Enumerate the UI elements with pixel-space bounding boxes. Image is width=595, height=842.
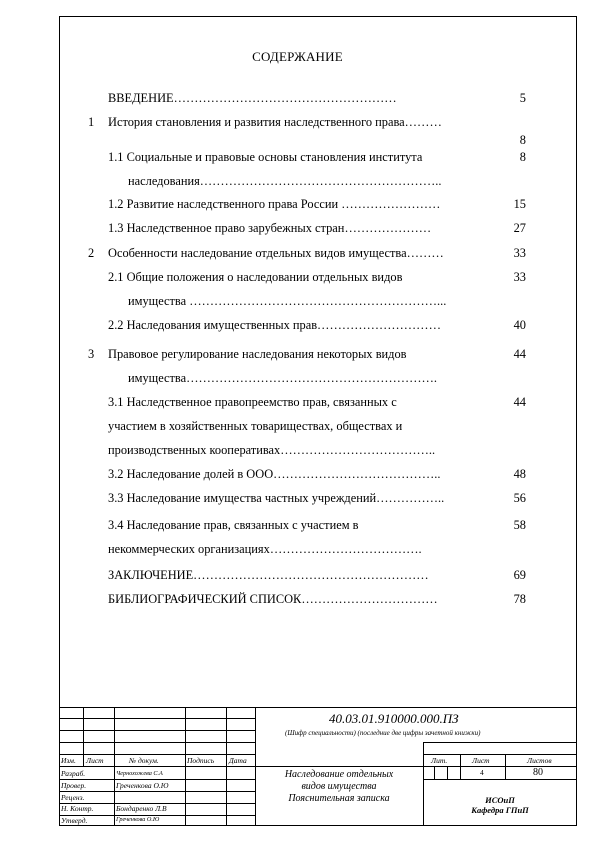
role-utverd: Утверд. (61, 816, 88, 825)
col-header-izm: Изм. (61, 756, 76, 765)
toc-entry-text-cont: производственных кооперативах……………………………….. (108, 443, 436, 457)
toc-entry-text-cont: имущества……………………………………………………. (128, 371, 438, 385)
col-header-sign: Подпись (187, 756, 215, 765)
toc-entry-page: 44 (513, 395, 526, 409)
toc-entry-text: ВВЕДЕНИЕ……………………………………………… (108, 91, 397, 105)
toc-entry-text: История становления и развития наследственного права……… (108, 115, 442, 129)
toc-entry-page: 48 (513, 467, 526, 481)
col-header-doc-num: № докум. (129, 756, 159, 765)
role-recenz: Реценз. (61, 793, 85, 802)
title-block (59, 707, 577, 826)
lit-label: Лит. (431, 756, 448, 765)
toc-entry-text: 2.1 Общие положения о наследовании отдельных видов (108, 270, 403, 284)
toc-entry-number: 3 (88, 347, 95, 361)
col-header-date: Дата (229, 756, 247, 765)
toc-entry-page: 8 (519, 133, 526, 147)
toc-entry-text: 3.4 Наследование прав, связанных с участием в (108, 518, 359, 532)
sheets-value: 80 (533, 767, 543, 778)
role-prover: Провер. (61, 781, 87, 790)
sheet-value: 4 (480, 768, 484, 777)
toc-entry-page: 5 (519, 91, 526, 105)
organization: ИСОиП Кафедра ГПиП (471, 795, 529, 815)
toc-entry-text: 3.3 Наследование имущества частных учреждений…………….. (108, 491, 445, 505)
toc-entry-page: 27 (513, 221, 526, 235)
toc-entry-text: 3.1 Наследственное правопреемство прав, связанных с (108, 395, 397, 409)
toc-entry-page: 78 (513, 592, 526, 606)
toc-entry-page: 40 (513, 318, 526, 332)
role-razrab: Разраб. (61, 769, 86, 778)
toc-entry-page: 15 (513, 197, 526, 211)
toc-entry-page: 56 (513, 491, 526, 505)
col-header-list: Лист (86, 756, 104, 765)
toc-entry-page: 44 (513, 347, 526, 361)
document-title: Наследование отдельных видов имущества Пояснительная записка (284, 769, 394, 804)
toc-entry-page: 33 (513, 246, 526, 260)
toc-entry-page: 69 (513, 568, 526, 582)
name-utverd: Греченкова О.Ю (116, 816, 160, 823)
role-n-kontr: Н. Контр. (61, 804, 94, 813)
document-code: 40.03.01.910000.000.ПЗ (329, 711, 459, 726)
toc-entry-text-cont: наследования………………………………………………….. (128, 174, 442, 188)
sheets-label: Листов (527, 756, 552, 765)
toc-entry-text: 1.1 Социальные и правовые основы становления института (108, 150, 423, 164)
toc-entry-text: Правовое регулирование наследования некоторых видов (108, 347, 407, 361)
toc-entry-text: 3.2 Наследование долей в ООО………………………………….. (108, 467, 441, 481)
toc-entry-text: ЗАКЛЮЧЕНИЕ………………………………………………… (108, 568, 429, 582)
toc-entry-text-cont: участием в хозяйственных товариществах, обществах и (108, 419, 403, 433)
toc-entry-page: 33 (513, 270, 526, 284)
toc-entry-text: 2.2 Наследования имущественных прав………………………… (108, 318, 441, 332)
name-prover: Греченкова О.Ю (116, 781, 169, 790)
sheet-label: Лист (472, 756, 490, 765)
toc-entry-page: 58 (513, 518, 526, 532)
page-title: СОДЕРЖАНИЕ (252, 49, 343, 64)
toc-entry-text: 1.2 Развитие наследственного права России …………………… (108, 197, 441, 211)
name-n-kontr: Бондаренко Л.В (116, 804, 167, 813)
toc-entry-number: 1 (88, 115, 95, 129)
toc-entry-text: БИБЛИОГРАФИЧЕСКИЙ СПИСОК…………………………… (108, 592, 438, 606)
toc-entry-text: Особенности наследование отдельных видов имущества……… (108, 246, 444, 260)
document-code-note: (Шифр специальности) (последние две цифры зачетной книжки) (285, 729, 481, 737)
toc-entry-number: 2 (88, 246, 95, 260)
toc-entry-page: 8 (519, 150, 526, 164)
name-razrab: Чернохожева С.А (116, 770, 163, 777)
toc-entry-text: 1.3 Наследственное право зарубежных стран………………… (108, 221, 432, 235)
toc-entry-text-cont: имущества ……………………………………………………... (128, 294, 447, 308)
toc-entry-text-cont: некоммерческих организациях………………………………. (108, 542, 422, 556)
